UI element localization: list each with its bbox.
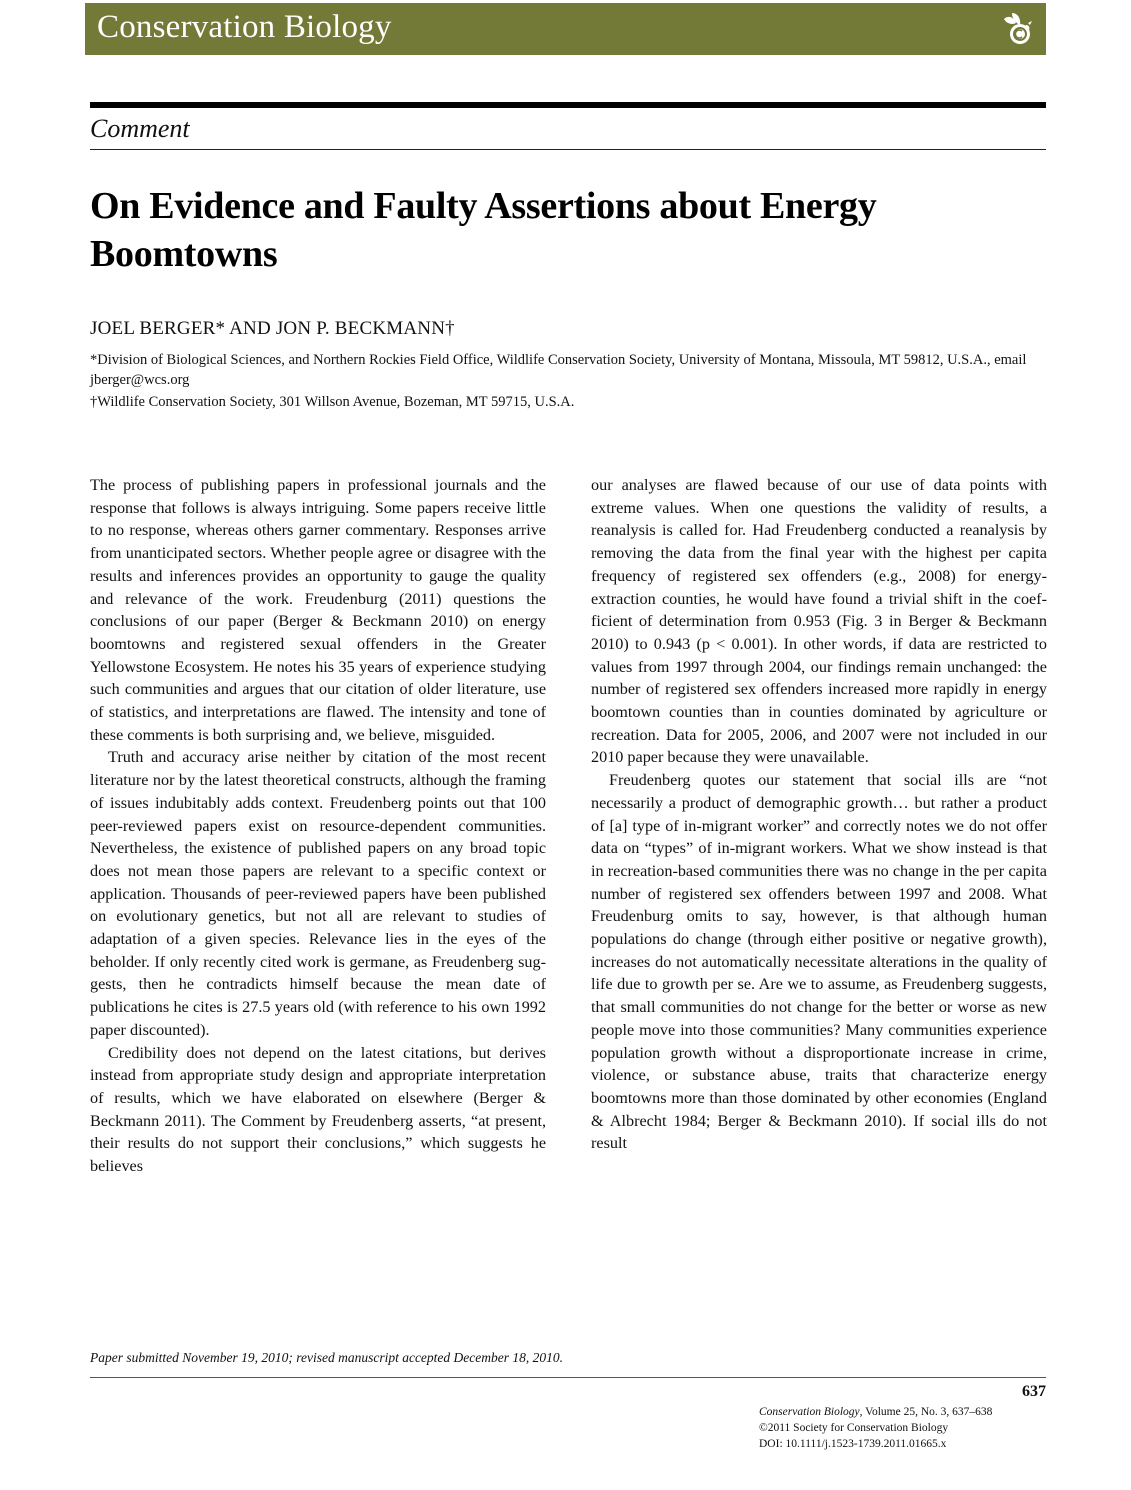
affiliation-1: *Division of Biological Sciences, and Northern Rockies Field Office, Wildlife Conservation Society, University of Montana, Missoula, MT 59812, U.S.A., email jberger@wcs.org	[90, 352, 1027, 388]
journal-bird-logo-icon	[998, 9, 1038, 49]
citation-info	[759, 1404, 992, 1452]
author-list: JOEL BERGER* AND JON P. BECKMANN†	[90, 318, 455, 339]
volume-line	[759, 1404, 992, 1420]
body-column-right	[591, 474, 1047, 1155]
paragraph: our analyses are flawed because of our use of data points with extreme values. When one questions the validity of results, a reanalysis is called for. Had Freudenberg conducted a reanalysis by removing the data from the final year with the highest per capita frequency of registered sex offenders (e.g., 2008) for energy-extraction counties, he would have found a trivial shift in the coefficient of determination from 0.953 (Fig. 3 in Berger & Beckmann 2010) to 0.943 (p < 0.001). In other words, if data are restricted to values from 1997 through 2004, our findings remain unchanged: the number of registered sex offenders increased more rapidly in energy boomtown counties than in counties dominated by agriculture or recreation. Data for 2005, 2006, and 2007 were not included in our 2010 paper because they were unavailable.	[591, 476, 1047, 767]
section-label: Comment	[90, 114, 190, 143]
page-number: 637	[1022, 1383, 1046, 1400]
doi-line: DOI: 10.1111/j.1523-1739.2011.01665.x	[759, 1438, 947, 1450]
volume-info: , Volume 25, No. 3, 637–638	[859, 1406, 993, 1418]
paragraph: Freudenberg quotes our statement that social ills are “not necessarily a product of demographic growth… but rather a product of [a] type of in-migrant worker” and correctly notes we do not offer data on “types” of in-migrant workers. What we show instead is that in recreation-based communities there was no change in the per capita number of registered sex offenders between 1997 and 2008. What Freudenburg omits to say, however, is that although human populations do change (through either positive or negative growth), increases do not automatically necessitate alterations in the quality of life due to growth per se. Are we to assume, as Freudenberg suggests, that small communities do not change for the better or worse as new people move into those communities? Many communities experience population growth without a disproportionate increase in crime, violence, or substance abuse, traits that characterize energy boomtowns more than those dominated by other economies (England & Albrecht 1984; Berger & Beckmann 2010). If social ills do not result	[591, 771, 1047, 1153]
footer-rule	[90, 1377, 1046, 1378]
paragraph: Credibility does not depend on the latest citations, but derives instead from appropriate study design and appropriate interpretation of results, which we have elaborated on elsewhere (Berger & Beckmann 2011). The Comment by Freudenberg asserts, “at present, their results do not support their conclusions,” which suggests he believes	[90, 1043, 546, 1176]
body-column-left	[90, 474, 546, 1178]
paragraph: Truth and accuracy arise neither by citation of the most recent literature nor by the latest theoretical constructs, although the framing of issues indubitably adds context. Freudenberg points out that 100 peer-reviewed papers exist on resource-dependent communities. Nevertheless, the existence of published papers on any broad topic does not mean those papers are relevant to a specific context or application. Thousands of peer-reviewed papers have been published on evolutionary genetics, but not all are relevant to studies of adaptation of a given species. Relevance lies in the eyes of the beholder. If only recently cited work is germane, as Freudenberg suggests, then he contradicts himself because the mean date of publications he cites is 27.5 years old (with reference to his own 1992 paper discounted).	[90, 748, 546, 1039]
affiliation-2: †Wildlife Conservation Society, 301 Willson Avenue, Bozeman, MT 59715, U.S.A.	[90, 394, 575, 410]
header-rule	[90, 102, 1046, 108]
copyright-line: ©2011 Society for Conservation Biology	[759, 1422, 949, 1434]
section-rule	[90, 149, 1046, 150]
journal-banner	[85, 3, 1046, 55]
submission-note: Paper submitted November 19, 2010; revised manuscript accepted December 18, 2010.	[90, 1350, 564, 1365]
journal-name-italic: Conservation Biology	[759, 1406, 860, 1418]
paragraph: The process of publishing papers in professional journals and the response that follows is always intriguing. Some papers receive little to no response, whereas others garner commentary. Responses arrive from unanticipated sectors. Whether people agree or disagree with the results and inferences provides an opportunity to gauge the quality and relevance of the work. Freudenburg (2011) questions the conclusions of our paper (Berger & Beckmann 2010) on energy boomtowns and registered sexual offenders in the Greater Yellowstone Ecosystem. He notes his 35 years of experience studying such communities and argues that our citation of older literature, use of statistics, and interpretations are flawed. The intensity and tone of these comments is both surprising and, we believe, misguided.	[90, 476, 546, 744]
journal-name: Conservation Biology	[97, 9, 392, 45]
article-title: On Evidence and Faulty Assertions about Energy Boomtowns	[90, 185, 877, 275]
